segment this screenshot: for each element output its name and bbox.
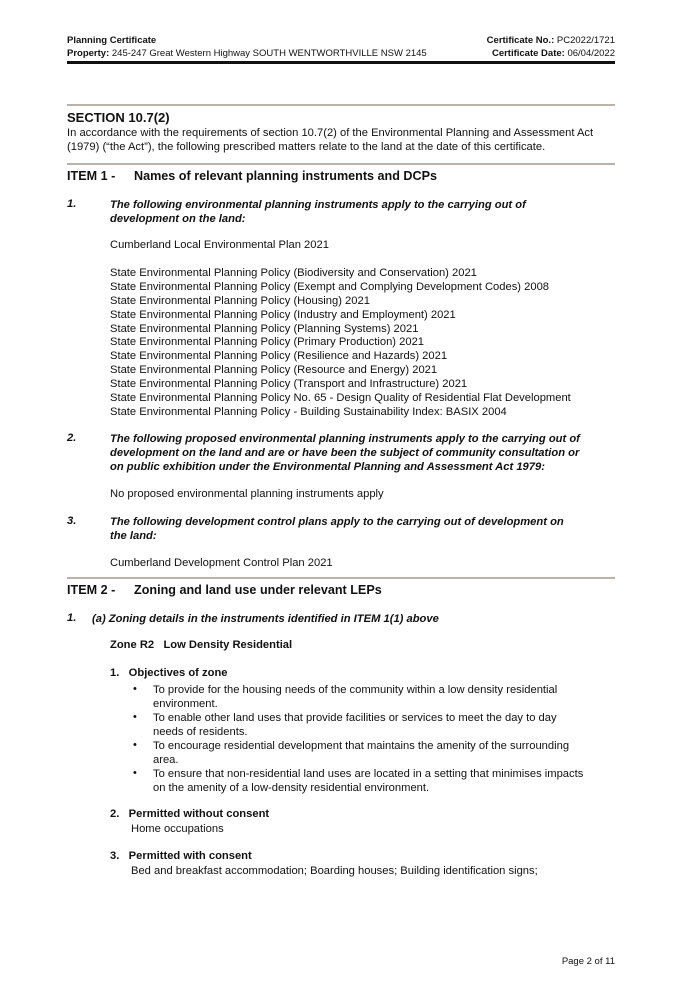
item1-q2-line2: development on the land and are or have been the subject of community consultation or (110, 447, 580, 459)
bullet-icon: • (133, 767, 137, 779)
certificate-date-label: Certificate Date: (491, 48, 565, 59)
objectives-title: 1. Objectives of zone (110, 667, 228, 679)
sepp-item: State Environmental Planning Policy (Housing) 2021 (110, 295, 370, 307)
item1-q3-line1: The following development control plans apply to the carrying out of development on (110, 516, 564, 528)
property-value: 245-247 Great Western Highway SOUTH WENTWORTHVILLE NSW 2145 (111, 48, 427, 59)
bullet-icon: • (133, 683, 137, 695)
permitted-with-consent-text: Bed and breakfast accommodation; Boarding houses; Building identification signs; (131, 865, 538, 877)
permitted-without-consent-text: Home occupations (131, 823, 224, 835)
sepp-item: State Environmental Planning Policy (Primary Production) 2021 (110, 336, 425, 348)
item2-q1-number: 1. (67, 612, 77, 624)
section-intro: In accordance with the requirements of section 10.7(2) of the Environmental Planning and Assessment Act (1979) (“the Act”), the following prescribed matters relate to the land at the date of this certificate. (67, 127, 594, 153)
section-title: SECTION 10.7(2) (67, 110, 170, 125)
sepp-item: State Environmental Planning Policy - Building Sustainability Index: BASIX 2004 (110, 406, 507, 418)
item1-q3-number: 3. (67, 515, 77, 527)
zone-heading: Zone R2 Low Density Residential (110, 639, 293, 651)
item2-label: ITEM 2 - (67, 583, 116, 597)
sepp-item: State Environmental Planning Policy (Biodiversity and Conservation) 2021 (110, 267, 477, 279)
header-divider (67, 61, 615, 64)
item1-q3-answer: Cumberland Development Control Plan 2021 (110, 557, 333, 569)
item1-q2-number: 2. (67, 432, 77, 444)
section-top-rule (67, 104, 615, 106)
objective-line: To encourage residential development that maintains the amenity of the surrounding (153, 740, 570, 752)
bullet-icon: • (133, 711, 137, 723)
permitted-with-consent-title: 3. Permitted with consent (110, 850, 252, 862)
planning-certificate-label: Planning Certificate (67, 35, 157, 46)
item1-q2-line3: on public exhibition under the Environmental Planning and Assessment Act 1979: (110, 461, 545, 473)
objective-line: To ensure that non-residential land uses are located in a setting that minimises impacts (153, 768, 584, 780)
certificate-date-value: 06/04/2022 (567, 48, 615, 59)
permitted-without-consent-title: 2. Permitted without consent (110, 808, 270, 820)
certificate-no-label: Certificate No.: (486, 35, 555, 46)
item2-q1-text: (a) Zoning details in the instruments identified in ITEM 1(1) above (92, 613, 439, 625)
item1-q2-line1: The following proposed environmental planning instruments apply to the carrying out of (110, 433, 580, 445)
item1-label: ITEM 1 - (67, 169, 116, 183)
certificate-no (487, 35, 615, 46)
item2-top-rule (67, 577, 615, 579)
header-row-2 (67, 48, 615, 59)
objective-line: environment. (153, 698, 218, 710)
item1-q1-number: 1. (67, 198, 77, 210)
property-label: Property: (67, 48, 110, 59)
sepp-item: State Environmental Planning Policy (Industry and Employment) 2021 (110, 309, 456, 321)
certificate-date (492, 48, 615, 59)
objective-line: on the amenity of a low-density residential environment. (153, 782, 430, 794)
sepp-item: State Environmental Planning Policy (Planning Systems) 2021 (110, 323, 419, 335)
item1-lep: Cumberland Local Environmental Plan 2021 (110, 239, 329, 251)
objective-line: To provide for the housing needs of the community within a low density residential (153, 684, 558, 696)
certificate-no-value: PC2022/1721 (556, 35, 615, 46)
header-row-1 (67, 35, 615, 46)
item1-title: Names of relevant planning instruments and DCPs (134, 169, 438, 183)
item1-q3-line2: the land: (110, 530, 157, 542)
item1-q2-answer: No proposed environmental planning instruments apply (110, 488, 384, 500)
item1-q1-line2: development on the land: (110, 213, 246, 225)
sepp-item: State Environmental Planning Policy (Resilience and Hazards) 2021 (110, 350, 448, 362)
item2-title: Zoning and land use under relevant LEPs (134, 583, 382, 597)
objective-line: area. (153, 754, 179, 766)
objective-line: To enable other land uses that provide facilities or services to meet the day to day (153, 712, 557, 724)
sepp-item: State Environmental Planning Policy (Exempt and Complying Development Codes) 2008 (110, 281, 550, 293)
sepp-item: State Environmental Planning Policy (Transport and Infrastructure) 2021 (110, 378, 468, 390)
page-number: Page 2 of 11 (561, 956, 615, 967)
section-bottom-rule (67, 163, 615, 165)
item1-q1-line1: The following environmental planning instruments apply to the carrying out of (110, 199, 526, 211)
sepp-item: State Environmental Planning Policy (Resource and Energy) 2021 (110, 364, 438, 376)
bullet-icon: • (133, 739, 137, 751)
objective-line: needs of residents. (153, 726, 248, 738)
sepp-item: State Environmental Planning Policy No. 65 - Design Quality of Residential Flat Development (110, 392, 571, 404)
